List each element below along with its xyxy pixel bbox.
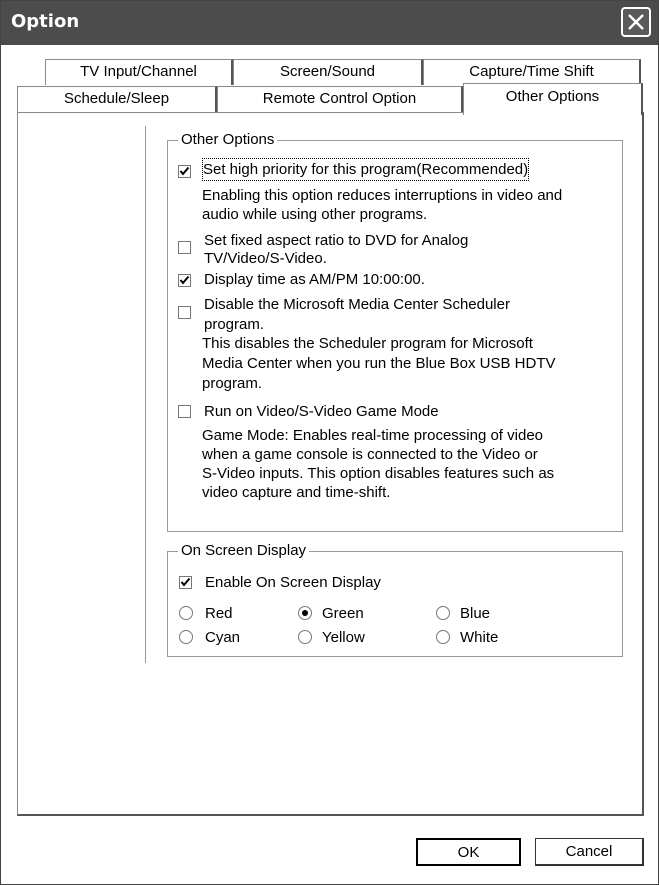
disable-scheduler-label[interactable]: program. xyxy=(204,316,265,333)
close-icon xyxy=(627,13,645,31)
radio-yellow[interactable] xyxy=(298,630,312,644)
close-button[interactable] xyxy=(621,7,651,37)
ok-button[interactable]: OK xyxy=(416,838,521,866)
disable-scheduler-checkbox[interactable] xyxy=(178,306,191,319)
checkmark-icon xyxy=(179,275,190,286)
game-mode-desc: when a game console is connected to the Video or xyxy=(202,446,538,463)
radio-yellow-label[interactable]: Yellow xyxy=(322,629,365,646)
other-options-group-title: Other Options xyxy=(178,131,277,148)
fixed-aspect-checkbox[interactable] xyxy=(178,241,191,254)
radio-white-label[interactable]: White xyxy=(460,629,499,646)
tab-remote-control-option[interactable]: Remote Control Option xyxy=(217,86,463,112)
radio-selected-dot xyxy=(302,610,308,616)
display-time-label[interactable]: Display time as AM/PM 10:00:00. xyxy=(204,271,425,288)
game-mode-checkbox[interactable] xyxy=(178,405,191,418)
disable-scheduler-desc: program. xyxy=(202,375,263,392)
divider xyxy=(145,126,146,663)
radio-green-label[interactable]: Green xyxy=(322,605,364,622)
high-priority-checkbox[interactable] xyxy=(178,165,191,178)
tab-capture-time-shift[interactable]: Capture/Time Shift xyxy=(423,59,641,85)
checkmark-icon xyxy=(179,166,190,177)
disable-scheduler-desc: Media Center when you run the Blue Box USB HDTV xyxy=(202,355,556,372)
game-mode-label[interactable]: Run on Video/S-Video Game Mode xyxy=(204,403,439,420)
osd-group-title: On Screen Display xyxy=(178,542,309,559)
tab-schedule-sleep[interactable]: Schedule/Sleep xyxy=(17,86,217,112)
fixed-aspect-label[interactable]: Set fixed aspect ratio to DVD for Analog xyxy=(204,232,469,249)
disable-scheduler-label[interactable]: Disable the Microsoft Media Center Scheduler xyxy=(204,296,510,313)
disable-scheduler-desc: This disables the Scheduler program for Microsoft xyxy=(202,335,533,352)
high-priority-desc: Enabling this option reduces interruptions in video and xyxy=(202,187,563,204)
fixed-aspect-label[interactable]: TV/Video/S-Video. xyxy=(204,250,327,267)
radio-white[interactable] xyxy=(436,630,450,644)
high-priority-desc: audio while using other programs. xyxy=(202,206,428,223)
high-priority-label[interactable]: Set high priority for this program(Recommended) xyxy=(203,161,529,178)
radio-blue-label[interactable]: Blue xyxy=(460,605,491,622)
enable-osd-checkbox[interactable] xyxy=(179,576,192,589)
title-bar xyxy=(1,1,658,45)
game-mode-desc: Game Mode: Enables real-time processing of video xyxy=(202,427,544,444)
enable-osd-label[interactable]: Enable On Screen Display xyxy=(205,574,381,591)
tab-other-options[interactable]: Other Options xyxy=(463,83,643,115)
radio-green[interactable] xyxy=(298,606,312,620)
tab-screen-sound[interactable]: Screen/Sound xyxy=(233,59,423,85)
checkmark-icon xyxy=(180,577,191,588)
radio-cyan[interactable] xyxy=(179,630,193,644)
display-time-checkbox[interactable] xyxy=(178,274,191,287)
cancel-button[interactable]: Cancel xyxy=(535,838,644,866)
radio-red[interactable] xyxy=(179,606,193,620)
game-mode-desc: S-Video inputs. This option disables features such as xyxy=(202,465,555,482)
window-title: Option xyxy=(11,11,80,32)
radio-cyan-label[interactable]: Cyan xyxy=(205,629,241,646)
radio-blue[interactable] xyxy=(436,606,450,620)
game-mode-desc: video capture and time-shift. xyxy=(202,484,391,501)
tab-tv-input-channel[interactable]: TV Input/Channel xyxy=(45,59,233,85)
radio-red-label[interactable]: Red xyxy=(205,605,233,622)
